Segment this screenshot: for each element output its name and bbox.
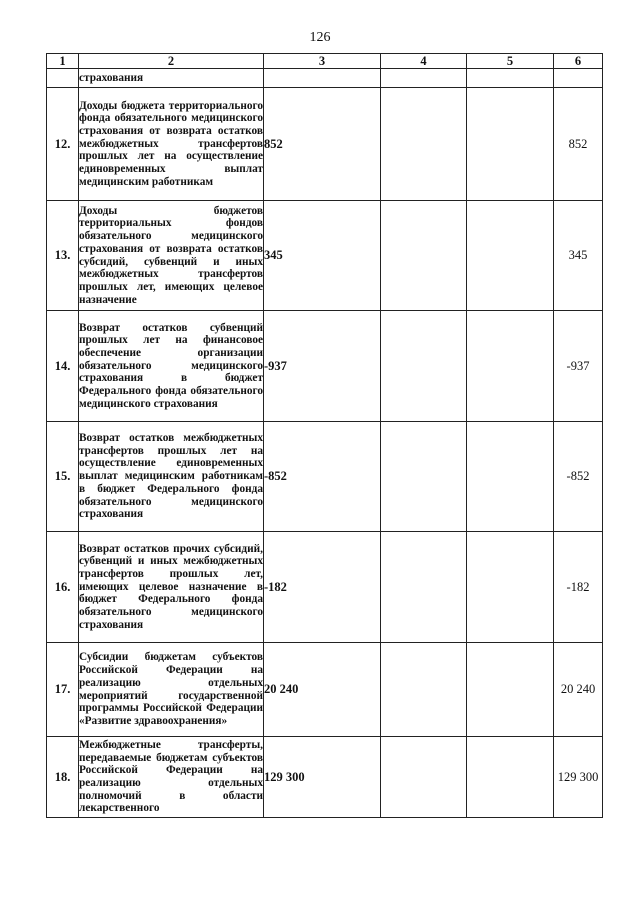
row-value-col3: -937 <box>264 311 381 422</box>
row-value-col5 <box>467 737 554 818</box>
row-value-col4 <box>381 201 467 311</box>
table-header-row <box>47 54 603 69</box>
row-value-col4 <box>381 532 467 643</box>
row-description: Возврат остатков межбюджетных трансфертов прошлых лет на осуществление единовременных выплат медицинским работникам в бюджет Федерального фонда обязательного медицинского страхования <box>79 422 264 532</box>
table-row <box>47 201 603 311</box>
row-value-col3: -182 <box>264 532 381 643</box>
row-number: 18. <box>47 737 79 818</box>
row-number: 15. <box>47 422 79 532</box>
row-value-col4 <box>381 311 467 422</box>
row-number: 13. <box>47 201 79 311</box>
column-header: 6 <box>554 54 603 69</box>
row-value-col6: -182 <box>554 532 603 643</box>
row-value-col5 <box>467 311 554 422</box>
row-value-col5 <box>467 88 554 201</box>
row-number: 17. <box>47 643 79 737</box>
row-value-col3: 345 <box>264 201 381 311</box>
row-description: Межбюджетные трансферты, передаваемые бюджетам субъектов Российской Федерации на реализацию отдельных полномочий в области лекарственного <box>79 737 264 818</box>
row-number: 16. <box>47 532 79 643</box>
row-value-col4 <box>381 737 467 818</box>
table-row <box>47 422 603 532</box>
row-value-col4 <box>381 88 467 201</box>
row-description: Возврат остатков субвенций прошлых лет на финансовое обеспечение организации обязательного медицинского страхования в бюджет Федерального фонда обязательного медицинского страхования <box>79 311 264 422</box>
row-value-col6: 852 <box>554 88 603 201</box>
column-header: 2 <box>79 54 264 69</box>
row-description: Возврат остатков прочих субсидий, субвенций и иных межбюджетных трансфертов прошлых лет, имеющих целевое назначение в бюджет Федерального фонда обязательного медицинского страхования <box>79 532 264 643</box>
row-value-col6: 345 <box>554 201 603 311</box>
row-value-col4 <box>381 643 467 737</box>
column-header: 5 <box>467 54 554 69</box>
row-value-col4 <box>381 422 467 532</box>
row-value-col5 <box>467 643 554 737</box>
row-value-col6: -937 <box>554 311 603 422</box>
row-value-col3: 20 240 <box>264 643 381 737</box>
row-value-col3: -852 <box>264 422 381 532</box>
table-row <box>47 311 603 422</box>
row-description: Доходы бюджетов территориальных фондов обязательного медицинского страхования от возврата остатков субсидий, субвенций и иных межбюджетных трансфертов прошлых лет, имеющих целевое назначение <box>79 201 264 311</box>
row-value-col3: 129 300 <box>264 737 381 818</box>
table-row <box>47 88 603 201</box>
page-number: 126 <box>309 30 331 45</box>
row-value-col5 <box>467 422 554 532</box>
row-value-col6: 20 240 <box>554 643 603 737</box>
row-description: Доходы бюджета территориального фонда обязательного медицинского страхования от возврата остатков межбюджетных трансфертов прошлых лет на осуществление единовременных выплат медицинским работникам <box>79 88 264 201</box>
column-header: 1 <box>47 54 79 69</box>
row-number: 12. <box>47 88 79 201</box>
row-value-col5 <box>467 201 554 311</box>
row-value-col3: 852 <box>264 88 381 201</box>
row-value-col5 <box>467 532 554 643</box>
table-row-continuation <box>47 69 603 88</box>
table-row <box>47 737 603 818</box>
row-description: Субсидии бюджетам субъектов Российской Федерации на реализацию отдельных мероприятий государственной программы Российской Федерации «Развитие здравоохранения» <box>79 643 264 737</box>
row-value-col6: 129 300 <box>554 737 603 818</box>
column-header: 3 <box>264 54 381 69</box>
row-value-col6: -852 <box>554 422 603 532</box>
table-row <box>47 643 603 737</box>
table-row <box>47 532 603 643</box>
row-number: 14. <box>47 311 79 422</box>
budget-table <box>46 53 603 818</box>
continuation-text: страхования <box>79 69 264 88</box>
column-header: 4 <box>381 54 467 69</box>
